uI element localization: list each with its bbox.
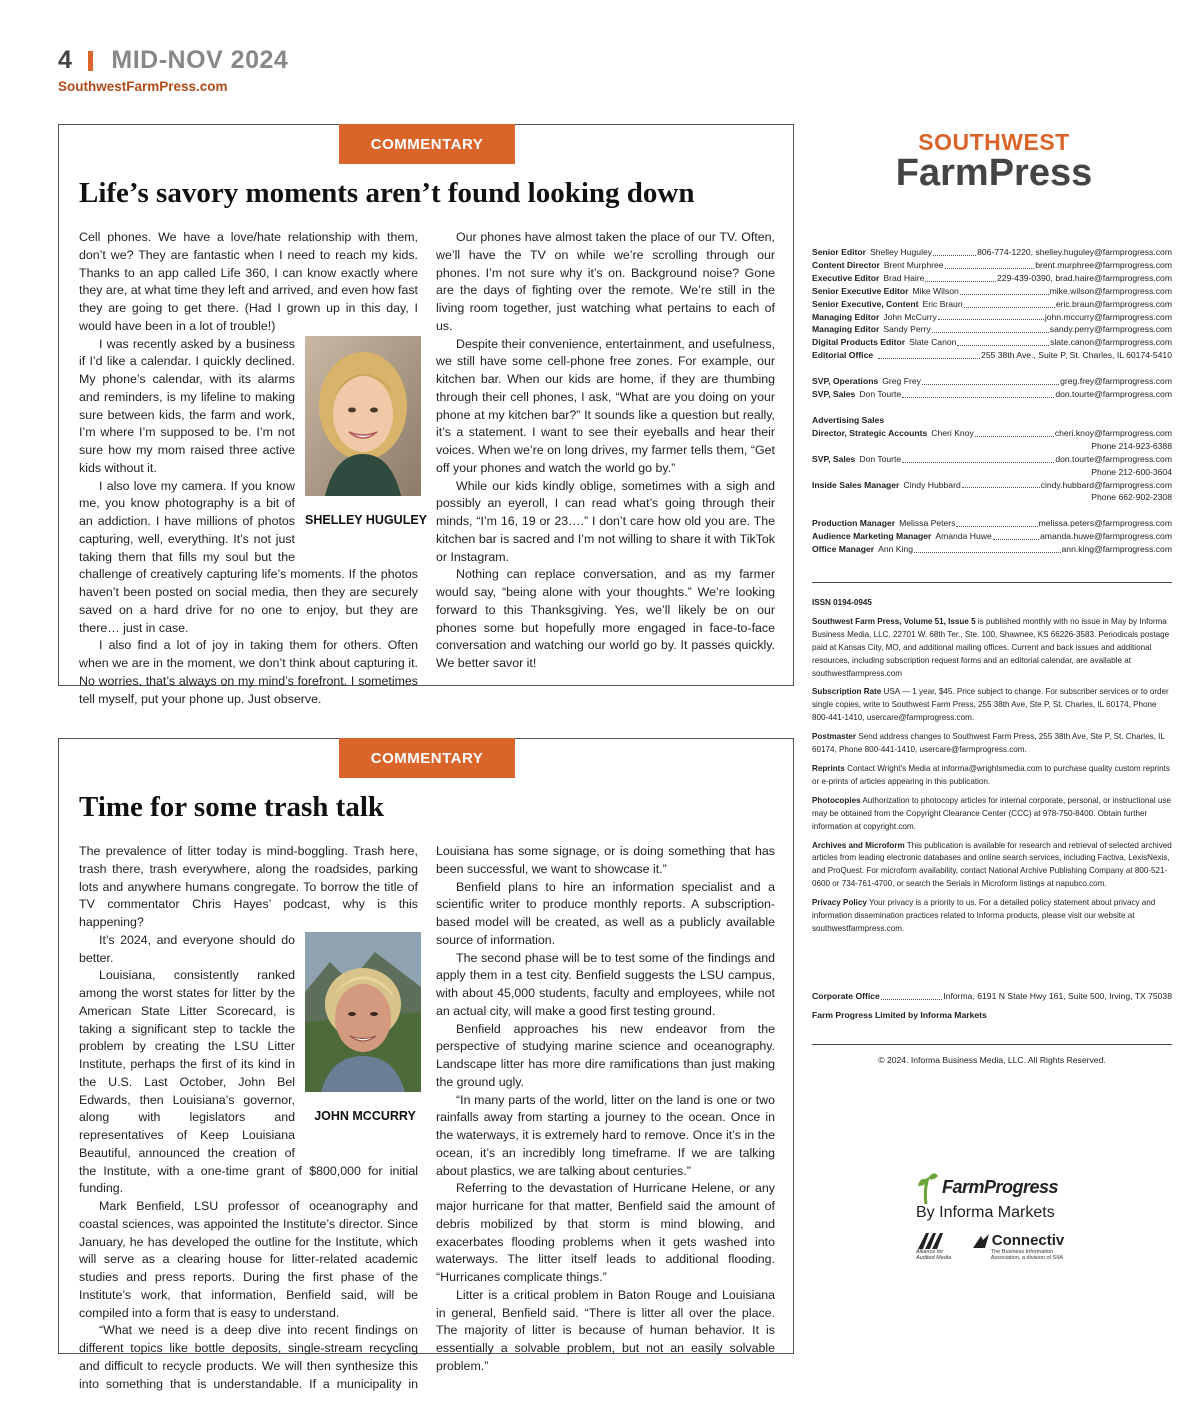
staff-title: Senior Executive Editor [812,285,909,296]
staff-row [812,479,1172,492]
folio [58,46,288,75]
corporate-office-label: Corporate Office [812,990,880,1001]
article-paragraph: “What we need is a deep dive into recent findings on different topics like bottle deposits, single-stream recycling and difficult to recycle products. We will then synthesize this into something that is understandable. If a municipality in Louisiana has some signage, or is doing something that has been successful, we want to showcase it.” [79,844,775,1391]
staff-name: Cheri Knoy [931,427,974,438]
article-headline: Time for some trash talk [79,791,385,823]
legal-text: Contact Wright’s Media at informa@wrightsmedia.com to purchase quality custom reprints or e-prints of articles appearing in this publication. [812,764,1170,786]
connectiv-icon [973,1234,989,1248]
staff-contact[interactable]: eric.braun@farmprogress.com [1055,298,1172,309]
aam-logo [916,1233,959,1261]
author-photo-block [305,336,428,548]
staff-name: Eric Braun [922,298,963,309]
staff-name: Greg Frey [882,376,921,387]
staff-row [812,349,1172,362]
staff-phone: Phone 662-902-2308 [1091,492,1172,503]
article-paragraph: Benfield plans to hire an information specialist and a scientific writer to produce monthly reports. A subscription-based model will be created, as well as a publicly available source of information. [436,879,775,947]
commentary-tag: COMMENTARY [339,738,515,778]
staff-title: SVP, Sales [812,389,856,400]
staff-name: Amanda Huwe [935,531,992,542]
staff-row [812,285,1172,298]
farm-progress-name: FarmProgress [942,1176,1059,1197]
staff-row [812,388,1172,401]
page-number: 4 [58,46,73,74]
folio-divider [88,51,93,71]
staff-name: Shelley Huguley [869,247,933,257]
executive-staff [812,375,1172,401]
staff-title: Office Manager [812,544,875,555]
staff-contact[interactable]: 229-439-0390, brad.haire@farmprogress.com [997,272,1172,283]
leader-dots [962,479,1040,489]
staff-contact[interactable]: ann.king@farmprogress.com [1061,544,1172,555]
partner-logos [916,1232,1076,1261]
leader-dots [956,517,1037,527]
leader-dots [932,323,1049,333]
logo-top: SOUTHWEST [918,129,1070,155]
connectiv-name: Connectiv [991,1232,1065,1249]
article-paragraph: Despite their convenience, entertainment, and usefulness, we still have some cell-phone free zones. For example, our kitchen bar. When our kids are home, if they are thumbing through their cell phones, I ask, “What are you doing on your phone at my kitchen bar?” It sounds like a question but really, it’s a statement. I want to see their eyeballs and hear their voices. When we’re on long drives, my farmer tells them, “Get off your phones and watch the world go by.” [436,336,775,475]
staff-title: SVP, Operations [812,376,879,387]
article-paragraph: Our phones have almost taken the place of our TV. Often, we’ll have the TV on while we’re scrolling through our phones. I’m not sure why it’s on. Background noise? Gone are the days of fighting over the remote. We’re still in the living room together, just watching what pertains to each of us. [436,230,775,333]
staff-contact[interactable]: greg.frey@farmprogress.com [1060,376,1172,387]
staff-name: Don Tourte [859,389,902,400]
legal-notice [812,731,1172,757]
article-paragraph: I also love my camera. If you know me, you know photography is a bit of an addiction. I have millions of photos capturing, well, everything. It’s not just taking them that fills my soul but the challenge of creatively capturing life’s moments. If the photos haven’t been posted on social media, then they are securely saved on a hard drive for no one to enjoy, but they are there… just in case. [79,478,418,635]
staff-name: Brent Murphree [883,259,944,270]
article-headline: Life’s savory moments aren’t found looking down [79,177,695,209]
staff-phone: Phone 214-923-6388 [1091,440,1172,451]
staff-row [812,543,1172,556]
ad-sales-heading: Advertising Sales [812,414,885,425]
legal-text: Your privacy is a priority to us. For a detailed policy statement about privacy and information dissemination practices related to Informa products, please visit our website at southwestfarmpress.com. [812,898,1156,933]
staff-row [812,272,1172,285]
staff-contact[interactable]: cheri.knoy@farmprogress.com [1054,427,1172,438]
author-photo [305,336,421,496]
staff-contact[interactable]: melissa.peters@farmprogress.com [1038,518,1172,529]
article-paragraph: Cell phones. We have a love/hate relationship with them, don’t we? They are fantastic when I need to reach my kids. Thanks to an app called Life 360, I can know exactly where they are, at what time they left and arrived, and even how fast they are going to get there. (Had I grown up in this day, I would have been in a lot of trouble!) [79,230,418,333]
staff-row [812,323,1172,336]
legal-label: Reprints [812,764,845,773]
article-paragraph: I was recently asked by a business if I’d like a calendar. I quickly declined. My phone’s calendar, with its alarms and reminders, is my lifeline to making sure between kids, the farm and work, I’m where I’m supposed to be. I’m not sure how my mom raised three active kids without it. [79,336,295,475]
legal-notice [812,763,1172,789]
leader-dots [964,298,1055,308]
article-paragraph: “In many parts of the world, litter on the land is one or two rainfalls away from starting a journey to the ocean. Once in the waterways, it is extremely hard to remove. Once it’s in the ocean, it’s an incredibly long timeframe. If we are talking about plastics, we are talking about centuries.” [436,1092,775,1178]
article-trash-talk [58,738,794,1391]
staff-row [812,517,1172,530]
author-byline: SHELLEY HUGULEY [305,512,428,527]
connectiv-logo [973,1232,1076,1261]
article-body [79,843,775,1393]
legal-text: This publication is available for research and retrieval of selected archived articles from leading electronic databases and online search services, including Factiva, LexisNexis, and ProQuest. For microform availability, contact National Archive Publishing Company at 800-521-0600 or 734-761-4700, or search the Serials in Microform listings at napubco.com. [812,840,1172,889]
legal-text: USA — 1 year, $45. Price subject to change. For subscriber services or to order single copies, write to Southwest Farm Press, 255 38th Ave, Ste P, St. Charles, IL 60174, Phone 800-441-1410, usercare@farmprogress.com. [812,687,1169,723]
staff-title: Production Manager [812,518,896,529]
publisher-logos [916,1170,1076,1261]
corporate-office [812,990,1172,1022]
article-paragraph: Mark Benfield, LSU professor of oceanography and coastal sciences, was appointed the Institute’s director. Since January, he has developed the outline for the Institute, which will serve as a clearing house for litter-related academic studies and press reports. During the first phase of the Institute’s work, that information, Benfield said, will be compiled into a form that is easy to understand. [79,1199,418,1320]
staff-title: Managing Editor [812,311,880,322]
staff-title: Director, Strategic Accounts [812,427,928,438]
article-paragraph: It’s 2024, and everyone should do better. [79,932,295,965]
leader-dots [975,427,1054,437]
staff-row [812,298,1172,311]
staff-row [812,530,1172,543]
leader-dots [922,375,1059,385]
legal-text: is published monthly with no issue in May by Informa Business Media, LLC, 22701 W. 68th Ter., Ste. 100, Shawnee, KS 66226-3583. Periodicals postage paid at Kansas City, MO, and additional mailing offices. Current and back issues and additional resources, including subscription request forms and an editorial calendar, are available at southwestfarmpress.com [812,616,1170,678]
leader-dots [925,272,996,282]
leader-dots [878,349,980,359]
staff-row [812,427,1172,440]
leader-dots [933,246,976,256]
issue-date: MID-NOV 2024 [111,46,289,74]
author-photo-block [305,932,425,1144]
staff-name: Don Tourte [859,453,902,464]
staff-name: Sandy Perry [883,324,931,335]
staff-name: Mike Wilson [912,285,959,296]
staff-contact[interactable]: amanda.huwe@farmprogress.com [1040,531,1172,542]
article-paragraph: Referring to the devastation of Hurricane Helene, or any major hurricane for that matter, Benfield said the amount of debris mobilized by that storm is mind blowing, and exacerbates flooding problems when it gets washed into waterways. The litter itself leads to additional flooding. “Hurricanes complicate things.” [436,1181,775,1284]
legal-notice [812,795,1172,834]
staff-row [812,259,1172,272]
article-paragraph: Benfield approaches his new endeavor from the perspective of studying marine science and oceanography. Landscape litter has more dire ramifications than just making the ground ugly. [436,1021,775,1089]
article-body [79,229,775,708]
staff-title: Senior Editor [812,247,866,257]
staff-row [812,453,1172,466]
leader-dots [993,530,1039,540]
article-paragraph: While our kids kindly oblige, sometimes with a sigh and possibly an eyeroll, I can read what’s going through their minds, “I’m 16, 19 or 23….” I don’t care how old you are. The kitchen bar is sacred and I’m not willing to share it with TikTok or Instagram. [436,478,775,564]
masthead [812,130,1172,1065]
staff-title: Editorial Office [812,350,874,361]
farm-progress-logo [916,1170,1076,1222]
article-paragraph: Litter is a critical problem in Baton Rouge and Louisiana in general, Benfield said. “There is litter all over the place. The majority of litter is because of human behavior. It is essentially a solvable problem, but not an easily solvable problem.” [436,1287,775,1373]
commentary-tag: COMMENTARY [339,124,515,164]
legal-label: Southwest Farm Press, Volume 51, Issue 5 [812,616,976,626]
staff-title: Content Director [812,259,880,270]
legal-notice [812,616,1172,681]
leader-dots [902,388,1054,398]
article-paragraph: The second phase will be to test some of the findings and apply them in a test city. Benfield suggests the LSU campus, with about 45,000 students, faculty and employees, while not an actual city, will make a good first testing ground. [436,950,775,1018]
legal-notice [812,686,1172,725]
connectiv-sub: The Business Information Association, a division of SIIA [990,1249,1063,1261]
staff-name: Melissa Peters [899,518,956,529]
article-savory-moments [58,124,794,706]
staff-row [812,336,1172,349]
leader-dots [957,336,1049,346]
production-staff [812,517,1172,556]
ad-sales-staff [812,427,1172,504]
legal-text: Send address changes to Southwest Farm Press, 255 38th Ave, Ste P, St. Charles, IL 60174, Phone 800-441-1410, usercare@farmprogress.com. [812,732,1165,755]
legal-notice [812,597,1172,610]
staff-contact[interactable]: slate.canon@farmprogress.com [1050,337,1172,348]
staff-contact[interactable]: don.tourte@farmprogress.com [1055,453,1172,464]
parent-company: Farm Progress Limited by Informa Markets [812,1009,987,1020]
farm-progress-sub: By Informa Markets [916,1204,1055,1221]
staff-row [812,311,1172,324]
legal-label: Subscription Rate [812,687,882,697]
leader-dots [960,285,1049,295]
legal-label: Photocopies [812,795,861,805]
legal-label: Privacy Policy [812,898,867,908]
page-header [58,46,288,94]
leader-dots [902,453,1054,463]
legal-text: Authorization to photocopy articles for internal corporate, personal, or instructional use may be obtained from the Copyright Clearance Center (CCC) at 978-750-8400. Obtain further information at copyright.com. [812,795,1172,831]
staff-listing [812,246,1172,556]
legal-label: Postmaster [812,732,857,742]
staff-name: John McCurry [883,311,937,322]
leader-dots [945,259,1035,269]
legal-notices [812,597,1172,936]
legal-label: ISSN 0194-0945 [812,598,872,608]
staff-name: Cindy Hubbard [903,479,961,490]
staff-row [812,375,1172,388]
staff-name [873,349,877,362]
staff-name: Slate Canon [909,337,957,348]
staff-name: Brad Haire [883,272,925,283]
author-byline: JOHN MCCURRY [314,1108,416,1123]
staff-title: Managing Editor [812,324,880,335]
corporate-office-address: Informa, 6191 N State Hwy 161, Suite 500, Irving, TX 75038 [943,990,1172,1001]
staff-contact[interactable]: mike.wilson@farmprogress.com [1049,285,1172,296]
article-paragraph: Louisiana, consistently ranked among the worst states for litter by the American State Litter Scorecard, is taking a significant step to tackle the problem by creating the LSU Litter Institute, perhaps the first of its kind in the U.S. Last October, John Bel Edwards, then Louisiana’s governor, along with legislators and representatives of Keep Louisiana Beautiful, announced the creation of the Institute, with a one-time grant of $800,000 for initial funding. [79,968,418,1196]
staff-name: Ann King [878,544,913,555]
aam-icon [916,1233,946,1249]
divider [812,582,1172,583]
leader-dots [914,543,1061,553]
author-photo [305,932,421,1092]
staff-title: Inside Sales Manager [812,479,900,490]
staff-contact[interactable]: don.tourte@farmprogress.com [1055,389,1172,400]
staff-title: Executive Editor [812,272,880,283]
legal-notice [812,840,1172,892]
divider [812,1044,1172,1045]
staff-phone: Phone 212-600-3604 [1091,466,1172,477]
staff-contact[interactable]: 255 38th Ave., Suite P, St. Charles, IL 60174-5410 [981,350,1172,361]
staff-contact[interactable]: 806-774-1220, shelley.huguley@farmprogress.com [977,247,1172,257]
staff-row [812,246,1172,259]
logo-bottom: FarmPress [895,152,1093,194]
staff-contact[interactable]: john.mccurry@farmprogress.com [1044,311,1172,322]
aam-text: Alliance for Audited Media [916,1248,952,1261]
southwest-farmpress-logo [816,130,1172,192]
article-paragraph: Nothing can replace conversation, and as my farmer would say, “being alone with your thoughts.” We’re looking forward to this Thanksgiving. Yes, we’ll likely be on our phones some but hopefully more engaged in face-to-face conversation and watching our world go by. It passes quickly. We better savor it! [436,567,775,670]
leaf-icon [916,1170,940,1204]
staff-title: Senior Executive, Content [812,298,919,309]
staff-title: SVP, Sales [812,453,856,464]
legal-notice [812,897,1172,936]
editorial-staff [812,246,1172,362]
copyright: © 2024. Informa Business Media, LLC. All Rights Reserved. [878,1054,1106,1065]
article-paragraph: I also find a lot of joy in taking them for others. Often when we are in the moment, we don’t think about capturing it. No worries, that’s always on my mind’s forefront. I sometimes tell myself, put your phone up. Just observe. [79,638,418,706]
staff-contact[interactable]: brent.murphree@farmprogress.com [1035,259,1172,270]
staff-title: Audience Marketing Manager [812,531,932,542]
staff-title: Digital Products Editor [812,337,906,348]
staff-contact[interactable]: cindy.hubbard@farmprogress.com [1040,479,1172,490]
article-paragraph: The prevalence of litter today is mind-boggling. Trash here, trash there, trash everywhere, along the roadsides, parking lots and anywhere humans congregate. To borrow the title of TV commentator Chris Hayes’ podcast, why is this happening? [79,844,418,929]
legal-label: Archives and Microform [812,840,905,850]
site-url[interactable]: SouthwestFarmPress.com [58,79,228,94]
staff-contact[interactable]: sandy.perry@farmprogress.com [1049,324,1172,335]
leader-dots [938,311,1044,321]
